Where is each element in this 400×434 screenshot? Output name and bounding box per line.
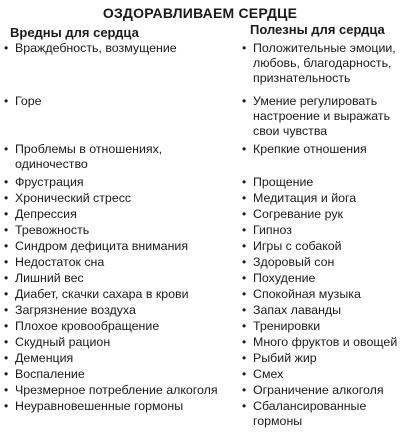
bullet-icon: • (4, 335, 9, 349)
harmful-item: • Диабет, скачки сахара в крови (4, 287, 189, 301)
bullet-icon: • (242, 351, 247, 365)
beneficial-item: • Положительные эмоции, любовь, благодарность, признательность (242, 41, 396, 85)
harmful-item: • Враждебность, возмущение (4, 41, 177, 55)
bullet-icon: • (242, 271, 247, 285)
harmful-item: • Синдром дефицита внимания (4, 239, 189, 253)
bullet-icon: • (242, 255, 247, 269)
bullet-icon: • (4, 255, 9, 269)
bullet-icon: • (242, 239, 247, 253)
bullet-icon: • (242, 41, 247, 55)
bullet-icon: • (4, 319, 9, 333)
bullet-icon: • (4, 351, 9, 365)
harmful-item: • Плохое кровообращение (4, 319, 160, 333)
beneficial-item: • Похудение (242, 271, 316, 285)
bullet-icon: • (242, 94, 247, 108)
harmful-column-header: Вредны для сердца (10, 25, 139, 40)
beneficial-item: • Тренировки (242, 319, 321, 333)
beneficial-item: • Ограничение алкоголя (242, 383, 384, 397)
bullet-icon: • (4, 223, 9, 237)
beneficial-item: • Умение регулировать настроение и выражать свои чувства (242, 94, 391, 138)
harmful-item: • Деменция (4, 351, 74, 365)
bullet-icon: • (242, 335, 247, 349)
beneficial-item: • Крепкие отношения (242, 142, 367, 156)
beneficial-item: • Рыбий жир (242, 351, 317, 365)
beneficial-item: • Спокойная музыка (242, 287, 361, 301)
bullet-icon: • (4, 41, 9, 55)
harmful-item: • Неуравновешенные гормоны (4, 399, 184, 413)
bullet-icon: • (4, 175, 9, 189)
beneficial-item: • Согревание рук (242, 207, 343, 221)
bullet-icon: • (242, 303, 247, 317)
bullet-icon: • (242, 207, 247, 221)
beneficial-item: • Медитация и йога (242, 191, 357, 205)
beneficial-item: • Игры с собакой (242, 239, 342, 253)
harmful-item: • Тревожность (4, 223, 90, 237)
harmful-item: • Чрезмерное потребление алкоголя (4, 383, 218, 397)
bullet-icon: • (4, 191, 9, 205)
bullet-icon: • (242, 287, 247, 301)
bullet-icon: • (242, 383, 247, 397)
bullet-icon: • (4, 287, 9, 301)
beneficial-item: • Смех (242, 367, 284, 381)
beneficial-item: • Много фруктов и овощей (242, 335, 398, 349)
harmful-item: • Скудный рацион (4, 335, 111, 349)
beneficial-item: • Гипноз (242, 223, 292, 237)
bullet-icon: • (242, 175, 247, 189)
page-title: ОЗДОРАВЛИВАЕМ СЕРДЦЕ (102, 5, 298, 21)
bullet-icon: • (4, 271, 9, 285)
bullet-icon: • (4, 367, 9, 381)
harmful-item: • Недостаток сна (4, 255, 105, 269)
bullet-icon: • (242, 367, 247, 381)
beneficial-item: • Сбалансированные гормоны (242, 399, 367, 428)
bullet-icon: • (4, 303, 9, 317)
bullet-icon: • (4, 383, 9, 397)
harmful-item: • Воспаление (4, 367, 85, 381)
harmful-item: • Хронический стресс (4, 191, 132, 205)
beneficial-column-header: Полезны для сердца (250, 22, 385, 37)
harmful-item: • Депрессия (4, 207, 77, 221)
bullet-icon: • (4, 239, 9, 253)
bullet-icon: • (242, 223, 247, 237)
bullet-icon: • (4, 94, 9, 108)
bullet-icon: • (4, 207, 9, 221)
bullet-icon: • (242, 142, 247, 156)
harmful-item: • Проблемы в отношениях, одиночество (4, 142, 163, 171)
harmful-item: • Загрязнение воздуха (4, 303, 136, 317)
bullet-icon: • (242, 399, 247, 413)
beneficial-item: • Здоровый сон (242, 255, 335, 269)
bullet-icon: • (242, 191, 247, 205)
harmful-item: • Фрустрация (4, 175, 84, 189)
bullet-icon: • (242, 319, 247, 333)
beneficial-item: • Прощение (242, 175, 314, 189)
harmful-item: • Лишний вес (4, 271, 84, 285)
bullet-icon: • (4, 399, 9, 413)
harmful-item: • Горе (4, 94, 42, 108)
beneficial-item: • Запах лаванды (242, 303, 342, 317)
bullet-icon: • (4, 142, 9, 156)
